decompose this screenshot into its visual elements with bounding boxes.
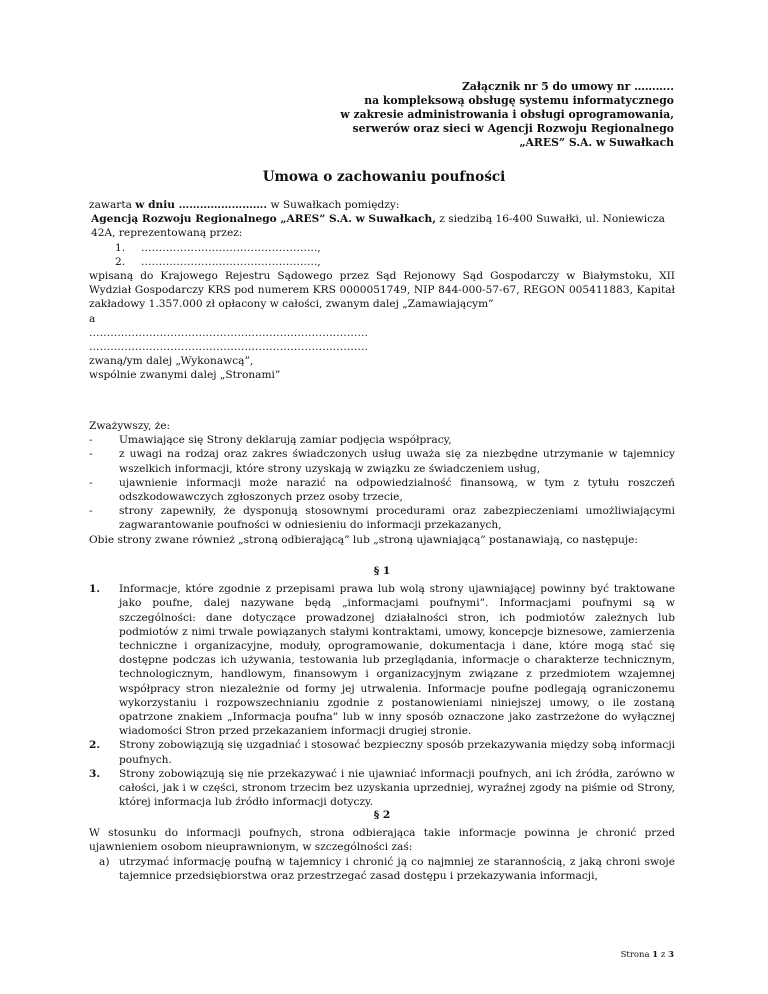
- annex-header: [340, 80, 674, 150]
- whereas-section: [89, 419, 675, 547]
- whereas-closing: Obie strony zwane również „stroną odbierającą” lub „stroną ujawniającą” postanawiają, co następuje:: [89, 533, 638, 546]
- section-1-item: 3. Strony zobowiązują się nie przekazywać i nie ujawniać informacji poufnych, ani ich źródła, zarówno w całości, jak i w części, stronom trzecim bez uzyskania uprzedniej, wyraźnej zgody na piśmie od Strony, której informacja lub źródło informacji dotyczy.: [89, 767, 675, 809]
- header-line: „ARES” S.A. w Suwałkach: [519, 136, 674, 149]
- party-address-line: 42A, reprezentowaną przez:: [91, 227, 243, 240]
- section-1-item: 2. Strony zobowiązują się uzgadniać i stosować bezpieczny sposób przekazywania między sobą informacji poufnych.: [89, 739, 675, 766]
- section-2-heading: § 2: [373, 809, 391, 821]
- representative-1: 1. …………………………………………..,: [115, 241, 321, 254]
- party-name-line: Agencją Rozwoju Regionalnego „ARES” S.A. w Suwałkach, z siedzibą 16-400 Suwałki, ul. Noniewicza: [91, 213, 665, 226]
- header-line: na kompleksową obsługę systemu informatycznego: [364, 94, 674, 107]
- section-2: [89, 800, 675, 883]
- party-name: Agencją Rozwoju Regionalnego „ARES” S.A. w Suwałkach,: [91, 213, 436, 226]
- document-title: Umowa o zachowaniu poufności: [262, 169, 506, 185]
- date-placeholder: w dniu …………………….: [135, 199, 268, 211]
- header-line: serwerów oraz sieci w Agencji Rozwoju Regionalnego: [352, 122, 674, 135]
- page-number: Strona 1 z 3: [620, 950, 674, 960]
- whereas-item: - ujawnienie informacji może narazić na odpowiedzialność finansową, w tym z tytułu roszczeń odszkodowawczych zgłoszonych przez osoby trzecie,: [89, 476, 675, 504]
- and-conjunction: a: [89, 312, 96, 325]
- parties-definition: wspólnie zwanymi dalej „Stronami”: [89, 369, 281, 382]
- whereas-item: - z uwagi na rodzaj oraz zakres świadczonych usług uważa się za niezbędne utrzymanie w tajemnicy wszelkich informacji, które strony uzyskają w związku ze świadczeniem usług,: [89, 448, 675, 475]
- whereas-item: - Umawiające się Strony deklarują zamiar podjęcia współpracy,: [89, 434, 452, 447]
- parties-section: [89, 198, 675, 383]
- whereas-item: - strony zapewniły, że dysponują stosownymi procedurami oraz zabezpieczeniami umożliwiającymi zagwarantowanie poufności w odniesieniu do informacji przekazanych,: [89, 505, 675, 532]
- header-line: Załącznik nr 5 do umowy nr ………..: [461, 80, 674, 93]
- section-2-intro: W stosunku do informacji poufnych, strona odbierająca takie informacje powinna je chronić przed ujawnieniem osobom nieuprawnionym, w szczególności zaś:: [89, 827, 675, 854]
- krs-paragraph: wpisaną do Krajowego Rejestru Sądowego przez Sąd Rejonowy Sąd Gospodarczy w Białymstoku, XII Wydział Gospodarczy KRS pod numerem KRS 0000051749, NIP 844-000-57-67, REGON 005411883, Kapitał zakładowy 1.357.000 zł opłacony w całości, zwanym dalej „Zamawiającym”: [89, 270, 675, 311]
- section-1-item: 1. Informacje, które zgodnie z przepisami prawa lub wolą strony ujawniającej powinny być traktowane jako poufne, dalej nazywane będą „informacjami poufnymi”. Informacjami poufnymi są w szczególności: dane dotyczące prowadzonej działalności stron, ich podmiotów zależnych lub podmiotów z nimi trwale powiązanych stałymi kontraktami, umowy, koncepcje biznesowe, zamierzenia techniczne i organizacyjne, moduły, oprogramowanie, dokumentacja i dane, które mogą stać się dostępne podczas ich używania, testowania lub przeglądania, informacje o charakterze technicznym, technologicznym, handlowym, finansowym i organizacyjnym związane z przedmiotem wzajemnej współpracy stron niezależnie od formy jej utrwalenia. Informacje poufne podlegają ograniczonemu wykorzystaniu i rozpowszechnianiu zgodnie z postanowieniami niniejszej umowy, o ile zostaną opatrzone znakiem „Informacja poufna” lub w inny sposób oznaczone jako zastrzeżone do wyłącznej wiadomości Stron przed przekazaniem informacji drugiej stronie.: [89, 583, 675, 738]
- concluded-line: zawarta w dniu ……………………. w Suwałkach pomiędzy:: [89, 199, 400, 211]
- section-1-heading: § 1: [373, 565, 391, 577]
- section-1: [89, 556, 675, 809]
- contractor-placeholder-1: …………………………………………………………………….: [89, 326, 368, 339]
- representative-2: 2. …………………………………………..,: [115, 255, 321, 268]
- header-line: w zakresie administrowania i obsługi oprogramowania,: [340, 108, 674, 121]
- whereas-intro: Zważywszy, że:: [89, 420, 171, 432]
- contractor-placeholder-2: …………………………………………………………………….: [89, 341, 368, 354]
- contractor-definition: zwaną/ym dalej „Wykonawcą”,: [89, 355, 254, 368]
- section-2-item: a) utrzymać informację poufną w tajemnicy i chronić ją co najmniej ze starannością, z jaką chroni swoje tajemnice przedsiębiorstwa oraz przestrzegać zasad dostępu i przekazywania informacji,: [99, 855, 675, 882]
